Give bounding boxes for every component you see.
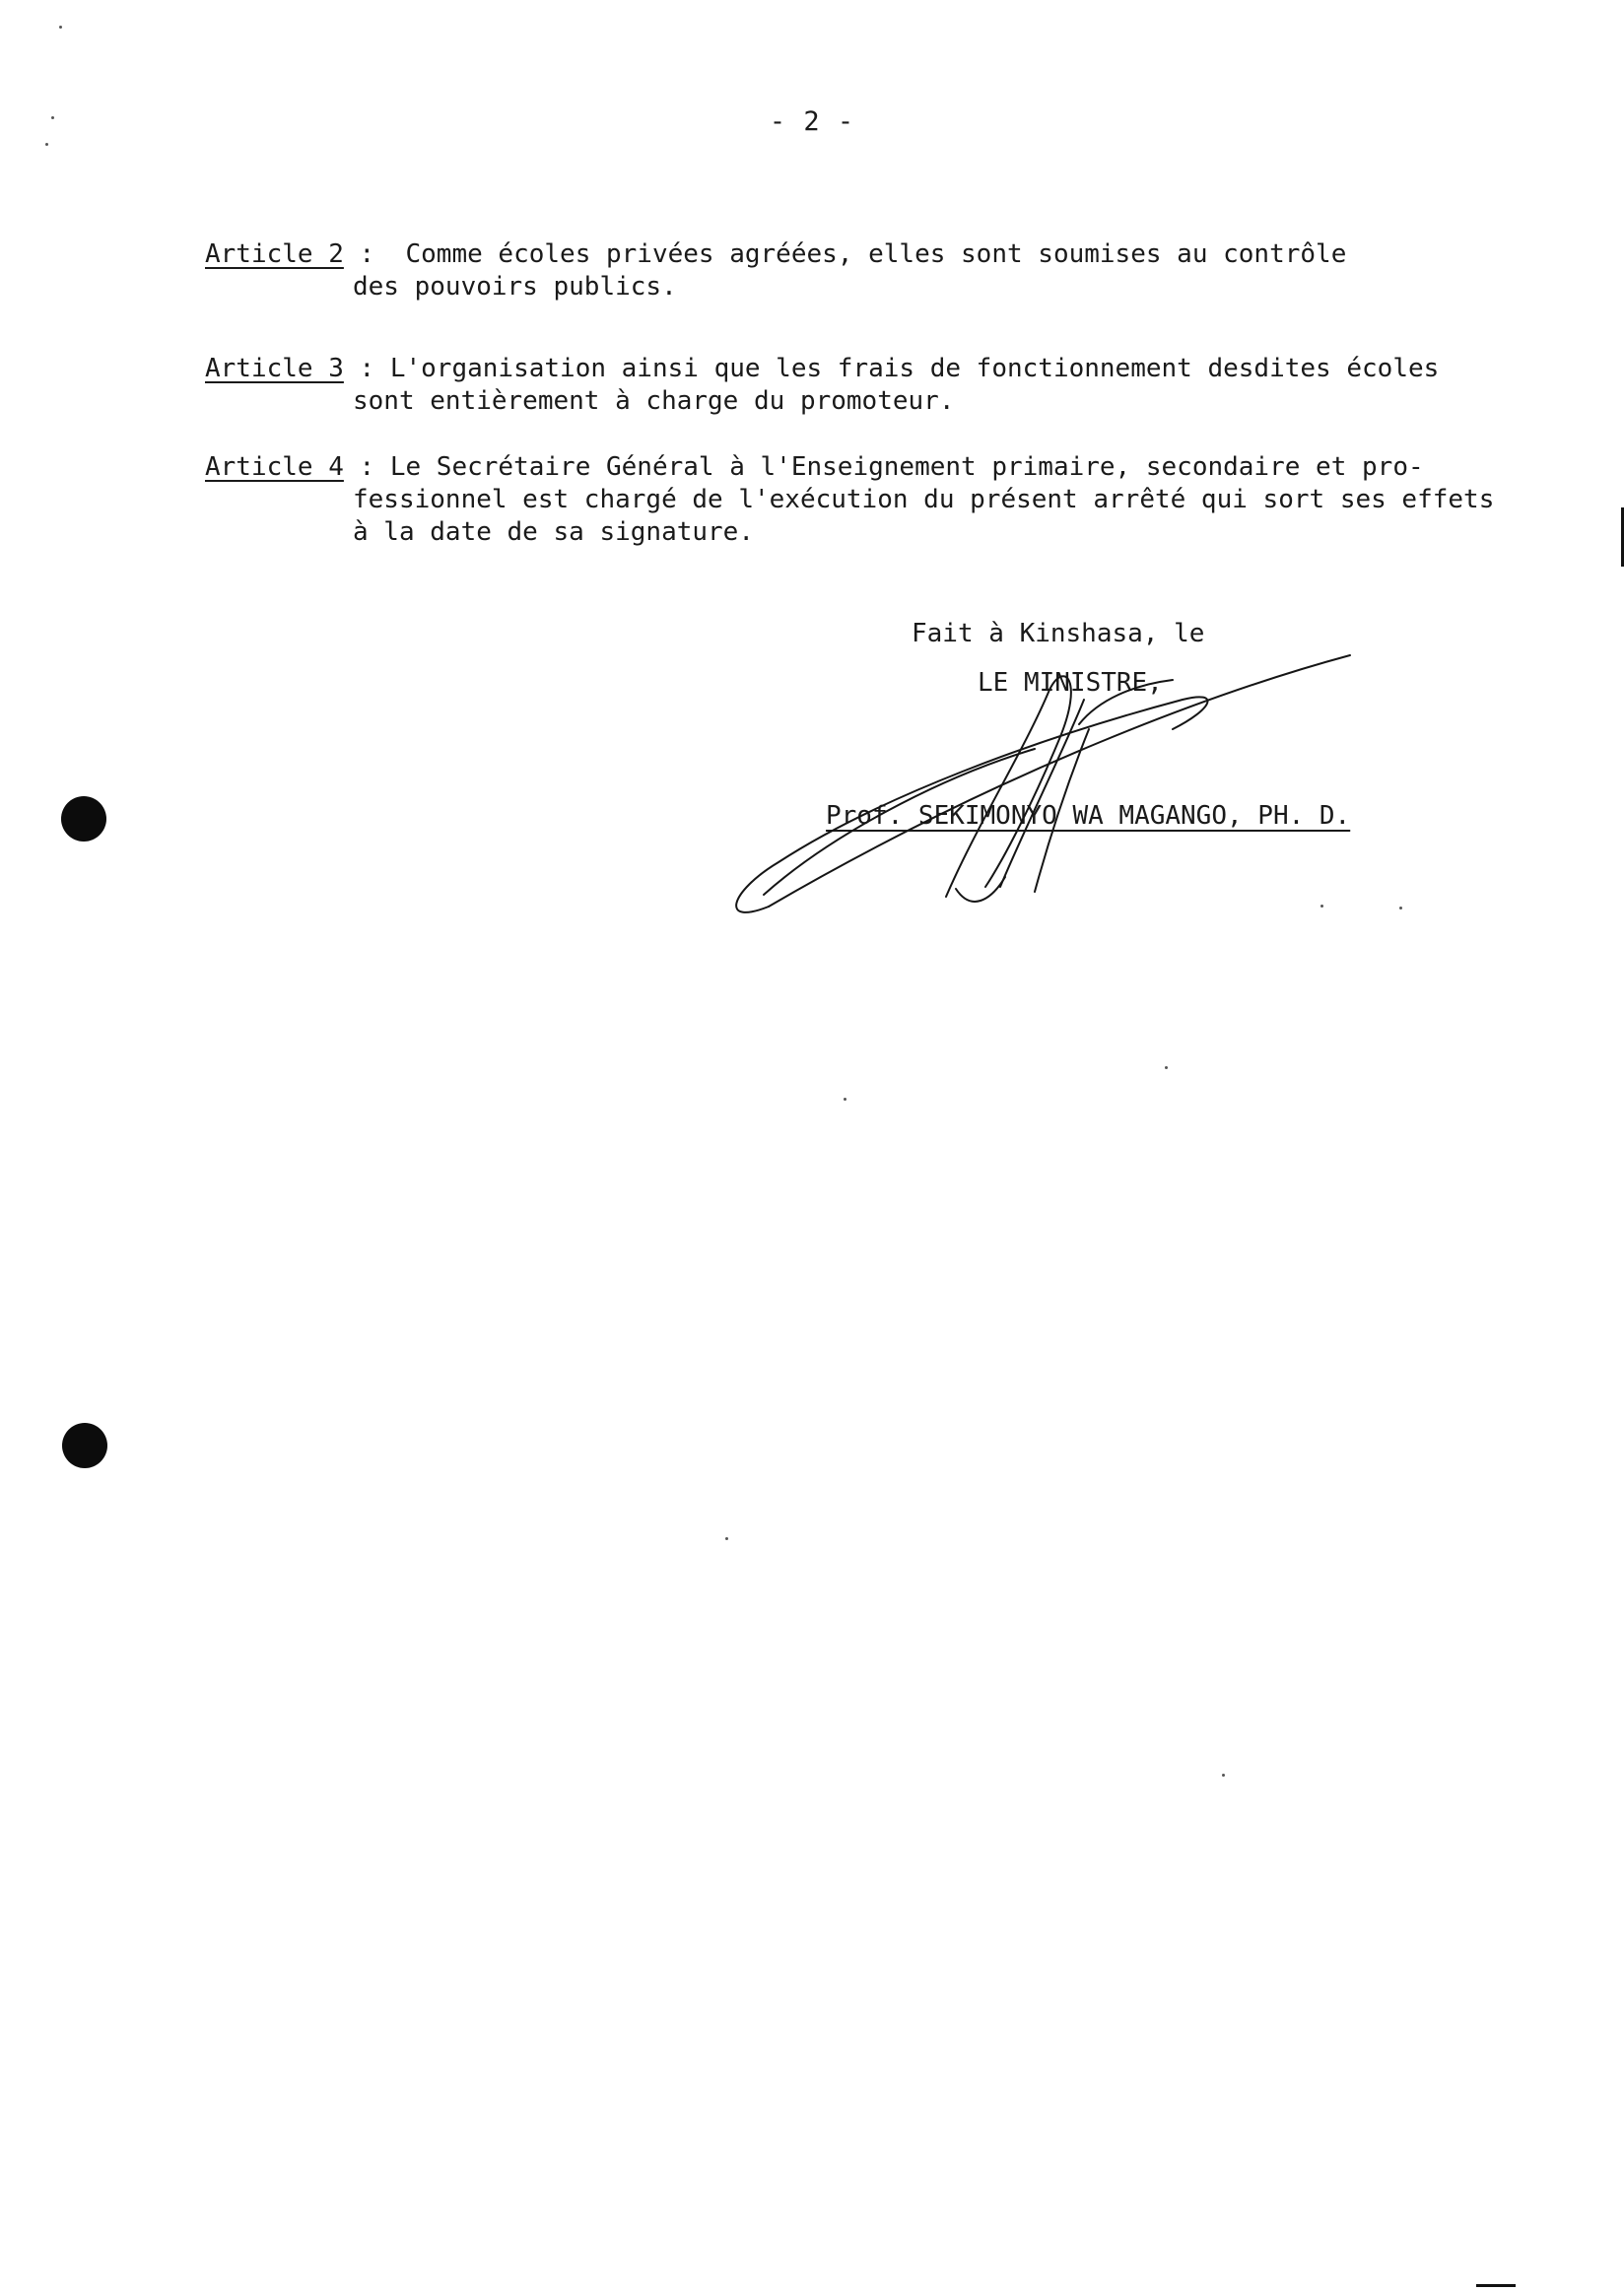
punch-hole [62, 1423, 107, 1468]
article-text: à la date de sa signature. [353, 517, 754, 547]
punch-hole [61, 796, 106, 842]
article-2 [205, 238, 1575, 303]
scan-speck [45, 143, 48, 146]
minister-title: LE MINISTRE, [978, 668, 1163, 698]
scan-speck [1320, 905, 1323, 908]
page-number: - 2 - [769, 106, 855, 137]
article-text: sont entièrement à charge du promoteur. [353, 386, 955, 416]
article-label: Article 2 [205, 239, 344, 269]
article-text: : Comme écoles privées agréées, elles sont soumises au contrôle [343, 239, 1347, 269]
scan-speck [59, 26, 62, 29]
article-text: : Le Secrétaire Général à l'Enseignement primaire, secondaire et pro- [343, 452, 1424, 482]
place-date-line: Fait à Kinshasa, le [912, 619, 1205, 648]
article-text: des pouvoirs publics. [353, 272, 677, 302]
scan-speck [844, 1098, 846, 1101]
article-label: Article 4 [205, 452, 344, 482]
handwritten-signature [710, 631, 1380, 926]
scan-speck [725, 1537, 728, 1540]
scan-speck [1165, 1066, 1168, 1069]
scan-speck [51, 116, 54, 119]
scan-edge-mark [1476, 2284, 1516, 2287]
scan-speck [1399, 907, 1402, 910]
article-text: : L'organisation ainsi que les frais de fonctionnement desdites écoles [343, 354, 1440, 383]
article-4 [205, 451, 1575, 549]
article-text: fessionnel est chargé de l'exécution du présent arrêté qui sort ses effets [353, 485, 1495, 514]
signatory-name: Prof. SEKIMONYO WA MAGANGO, PH. D. [826, 801, 1351, 831]
scan-speck [1222, 1774, 1225, 1777]
article-label: Article 3 [205, 354, 344, 383]
article-3 [205, 353, 1575, 418]
